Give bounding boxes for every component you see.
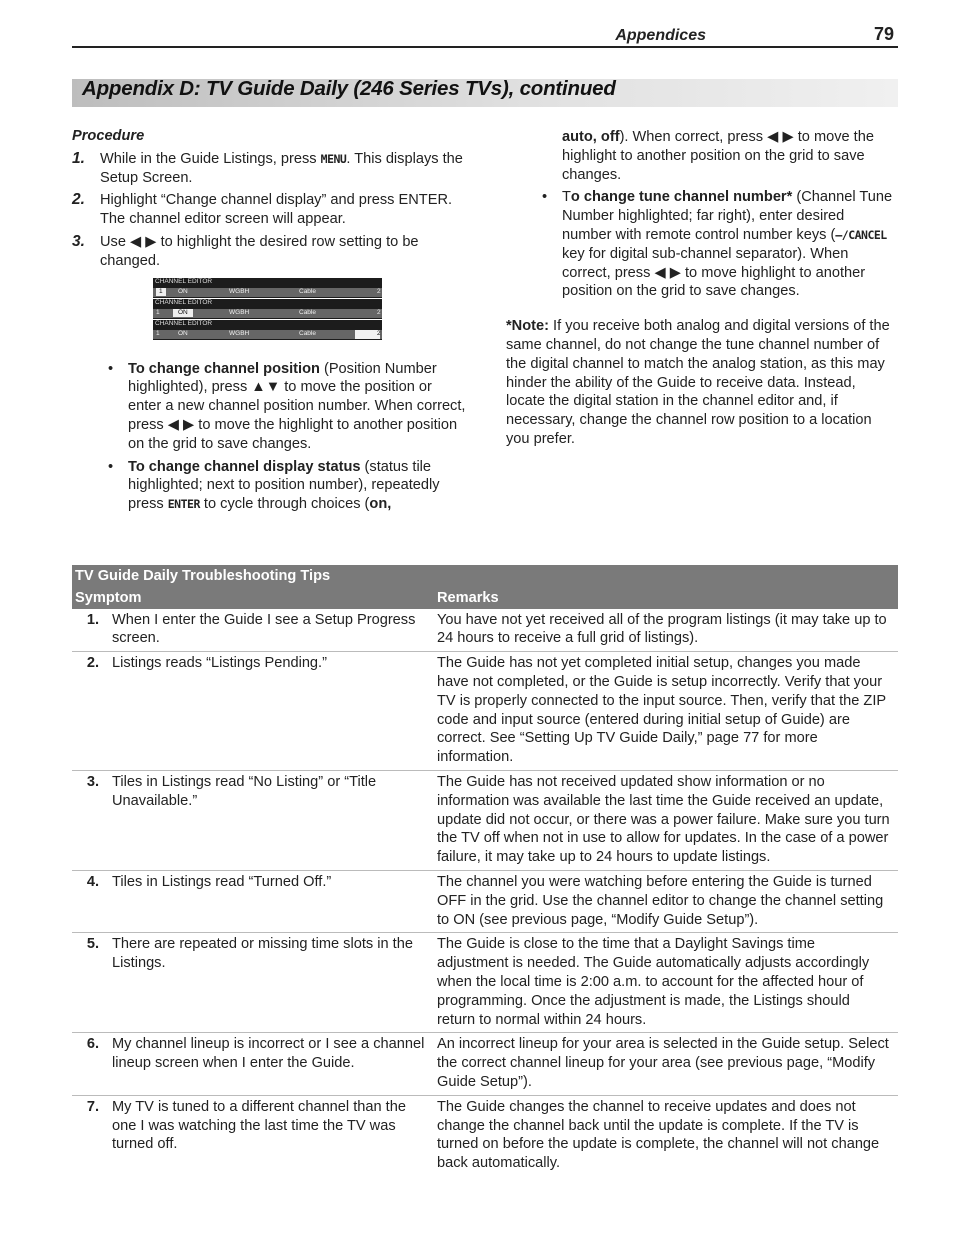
bullet-text: (status tile highlighted; next to position number), repeatedly press [128, 458, 440, 513]
bullet-dot: • [108, 458, 114, 475]
page-title: Appendix D: TV Guide Daily (246 Series TVs), continued [82, 77, 616, 100]
table-row [72, 1033, 898, 1095]
bullet-text: key for digital sub-channel separator). When correct, press ◀ ▶ to move highlight to another position on the grid to save changes. [562, 245, 866, 300]
cancel-key: –/CANCEL [835, 227, 887, 242]
note-paragraph [506, 317, 896, 449]
symptom-cell: Listings reads “Listings Pending.” [109, 652, 434, 771]
symptom-cell: There are repeated or missing time slots in the Listings. [109, 933, 434, 1033]
row-number: 2. [72, 652, 109, 771]
row-number: 1. [72, 609, 109, 652]
page-header [72, 24, 898, 48]
enter-key: ENTER [167, 497, 200, 512]
table-row [72, 870, 898, 932]
bullet-bold: on, [369, 496, 392, 513]
step-number: 1. [72, 149, 85, 167]
step-text: Highlight “Change channel display” and press ENTER. The channel editor screen will appear. [100, 192, 453, 228]
step-2 [72, 191, 467, 229]
bullet-bold: o change tune channel number* [570, 189, 793, 206]
editor-title: CHANNEL EDITOR [155, 320, 213, 327]
bullet-continuation [506, 128, 896, 184]
editor-bar [153, 288, 382, 297]
remarks-cell: You have not yet received all of the program listings (it may take up to 24 hours to receive a full grid of listings). [434, 609, 898, 652]
channel-editor-row [153, 299, 382, 319]
table-row [72, 1095, 898, 1176]
row-number: 3. [72, 770, 109, 870]
bullet-text: (Channel Tune Number highlighted; far right), enter desired number with remote control number keys ( [562, 189, 893, 243]
remarks-cell: The Guide has not yet completed initial setup, changes you made have not completed, or the Guide is setup incorrectly. Verify that your TV is properly connected to the input source. Then, verify that the ZIP code and input source (entered during initial setup of Guide) are correct. See “Setting Up TV Guide Daily,” page 77 for more information. [434, 652, 898, 771]
remarks-cell: The Guide is close to the time that a Daylight Savings time adjustment is needed. The Guide automatically adjusts accordingly when the local time is 2:00 a.m. to account for the affected hour of programming. Once the adjustment is made, the Listings should return to normal within 24 hours. [434, 933, 898, 1033]
station-tile: WGBH [229, 330, 250, 337]
continuation-bold: auto, off [562, 129, 620, 145]
step-text: While in the Guide Listings, press [100, 150, 321, 167]
editor-bar [153, 309, 382, 318]
table-header-row [72, 587, 898, 609]
status-tile: ON [178, 288, 188, 295]
source-tile: Cable [299, 288, 316, 295]
position-tile: 1 [156, 309, 160, 316]
bullet-dot: • [542, 189, 548, 206]
source-tile: Cable [299, 330, 316, 337]
symptom-cell: Tiles in Listings read “Turned Off.” [109, 870, 434, 932]
status-tile: ON [173, 309, 193, 317]
procedure-heading: Procedure [72, 128, 145, 144]
table-row [72, 652, 898, 771]
bullet-tune-channel [534, 188, 896, 301]
step-text: Use ◀ ▶ to highlight the desired row setting to be changed. [100, 233, 419, 269]
tune-tile: 2 [377, 309, 381, 316]
table-row [72, 609, 898, 652]
bullet-channel-position [100, 360, 467, 454]
channel-editor-row [153, 320, 382, 340]
remarks-cell: The channel you were watching before entering the Guide is turned OFF in the grid. Use the channel editor to change the channel setting to ON (see previous page, “Modify Guide Setup”). [434, 870, 898, 932]
bullet-dot: • [108, 360, 114, 377]
bullet-bold: To change channel position [128, 360, 320, 377]
step-number: 2. [72, 191, 85, 209]
note-label: *Note: [506, 318, 549, 335]
symptom-cell: My TV is tuned to a different channel than the one I was watching the last time the TV was turned off. [112, 1098, 406, 1153]
station-tile: WGBH [229, 309, 250, 316]
editor-title: CHANNEL EDITOR [155, 299, 213, 306]
position-tile: 1 [156, 288, 166, 296]
bullet-text: (Position Number highlighted), press ▲▼ to move the position or enter a new channel position number. When correct, press ◀ ▶ to move the highlight to another position on the grid to save changes. [128, 360, 466, 452]
table-row [72, 770, 898, 870]
symptom-header: Symptom [72, 587, 434, 609]
menu-key: MENU [320, 151, 347, 166]
row-number: 7. [86, 1098, 99, 1115]
bullet-text: to cycle through choices ( [199, 496, 370, 513]
channel-editor-screenshot [153, 278, 382, 339]
step-number: 3. [72, 232, 85, 250]
symptom-cell: My channel lineup is incorrect or I see a channel lineup screen when I enter the Guide. [109, 1033, 434, 1095]
bullet-display-status [100, 458, 467, 514]
troubleshooting-table [72, 565, 898, 1176]
table-title: TV Guide Daily Troubleshooting Tips [72, 565, 898, 587]
table-row [72, 933, 898, 1033]
channel-editor-row [153, 278, 382, 298]
station-tile: WGBH [229, 288, 250, 295]
remarks-cell: The Guide changes the channel to receive updates and does not change the channel back until the update is complete. If the TV is turned on before the update is complete, the channel will not change back automatically. [437, 1098, 880, 1172]
step-3 [72, 233, 467, 271]
step-text: . This displays the Setup Screen. [100, 150, 463, 186]
title-band [72, 79, 898, 107]
row-number: 4. [72, 870, 109, 932]
continuation-text: ). When correct, press ◀ ▶ to move the highlight to another position on the grid to save changes. [562, 129, 874, 183]
page-number: 79 [873, 24, 894, 44]
remarks-cell: An incorrect lineup for your area is selected in the Guide setup. Select the correct channel lineup for your area (see previous page, “Modify Guide Setup”). [434, 1033, 898, 1095]
editor-bar [153, 330, 382, 339]
status-tile: ON [178, 330, 188, 337]
position-tile: 1 [156, 330, 160, 337]
bullet-bold: To change channel display status [128, 458, 361, 475]
tune-tile: 2 [377, 288, 381, 295]
editor-title: CHANNEL EDITOR [155, 278, 213, 285]
row-number: 6. [72, 1033, 109, 1095]
section-name: Appendices [615, 27, 706, 44]
remarks-header: Remarks [434, 587, 898, 609]
table-title-row [72, 565, 898, 587]
bullet-prefix: T [562, 189, 571, 206]
row-number: 5. [72, 933, 109, 1033]
source-tile: Cable [299, 309, 316, 316]
symptom-cell: When I enter the Guide I see a Setup Progress screen. [109, 609, 434, 652]
remarks-cell: The Guide has not received updated show information or no information was available the last time the Guide received an update, update did not occur, or there was a power failure. Make sure you turn the TV off when not in use to allow for updates. In the case of a power failure, it may take up to 24 hours to update listings. [434, 770, 898, 870]
note-text: If you receive both analog and digital versions of the same channel, do not change the tune channel number of the digital channel to match the analog station, as this may hinder the ability of the Guide to receive data. Instead, locate the digital station in the channel editor and, if necessary, change the channel row position to a location you prefer. [506, 318, 890, 447]
symptom-cell: Tiles in Listings read “No Listing” or “Title Unavailable.” [109, 770, 434, 870]
right-column [506, 128, 896, 449]
tune-tile: 2 [377, 330, 381, 337]
step-1 [72, 150, 467, 188]
